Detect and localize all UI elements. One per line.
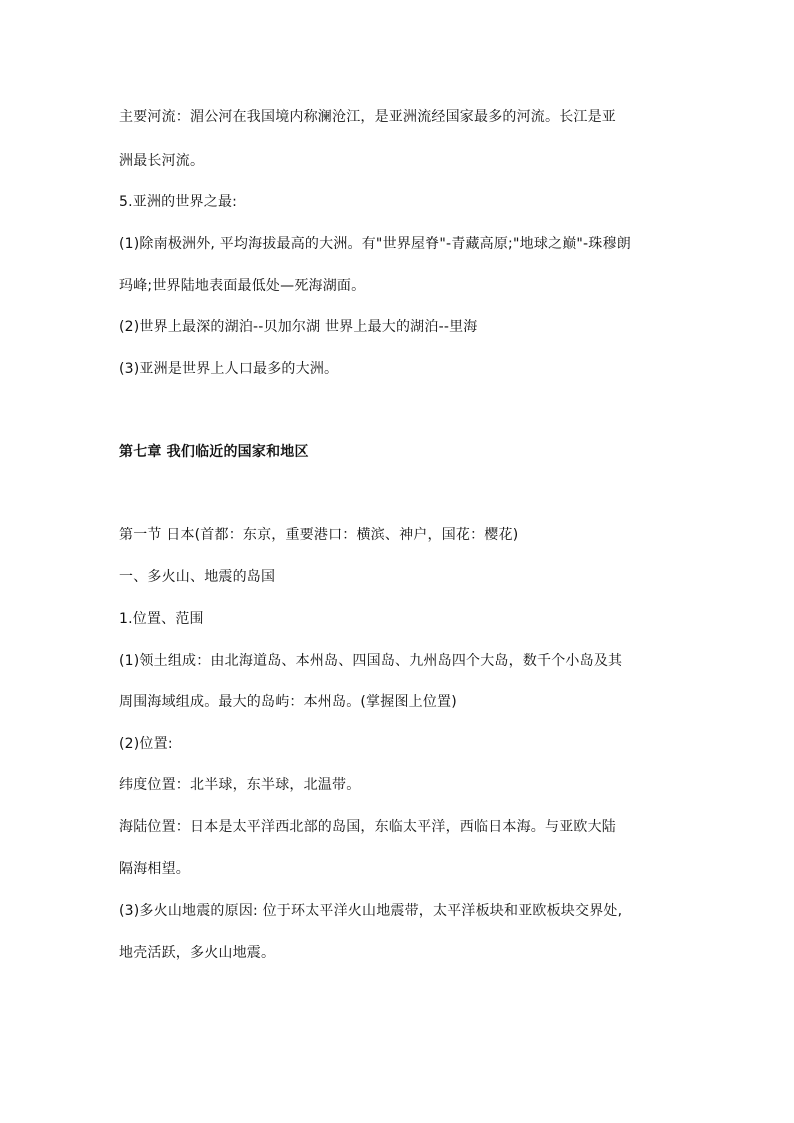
text-line: 一、多火山、地震的岛国 xyxy=(119,569,276,585)
text-line: 主要河流：湄公河在我国境内称澜沧江，是亚洲流经国家最多的河流。长江是亚 xyxy=(119,109,616,125)
text-line: 周围海域组成。最大的岛屿：本州岛。(掌握图上位置) xyxy=(119,694,457,710)
text-line: 洲最长河流。 xyxy=(119,153,205,169)
text-line: (1)领土组成：由北海道岛、本州岛、四国岛、九州岛四个大岛，数千个小岛及其 xyxy=(119,653,623,669)
text-line: (2)世界上最深的湖泊--贝加尔湖 世界上最大的湖泊--里海 xyxy=(119,319,478,335)
text-line: (1)除南极洲外, 平均海拔最高的大洲。有"世界屋脊"-青藏高原;"地球之巅"-珠穆朗 xyxy=(119,236,631,252)
text-line: (2)位置: xyxy=(119,736,173,752)
text-line: (3)多火山地震的原因: 位于环太平洋火山地震带，太平洋板块和亚欧板块交界处, xyxy=(119,903,623,919)
text-line: 玛峰;世界陆地表面最低处—死海湖面。 xyxy=(119,278,366,294)
chapter-heading: 第七章 我们临近的国家和地区 xyxy=(119,444,309,460)
text-line: 海陆位置：日本是太平洋西北部的岛国，东临太平洋，西临日本海。与亚欧大陆 xyxy=(119,819,616,835)
text-line: (3)亚洲是世界上人口最多的大洲。 xyxy=(119,361,339,377)
text-line: 5.亚洲的世界之最: xyxy=(119,194,238,210)
text-line: 地壳活跃，多火山地震。 xyxy=(119,945,276,961)
text-line: 隔海相望。 xyxy=(119,861,190,877)
text-line: 1.位置、范围 xyxy=(119,611,204,627)
text-line: 纬度位置：北半球，东半球，北温带。 xyxy=(119,777,361,793)
section-heading: 第一节 日本(首都：东京，重要港口：横滨、神户，国花：樱花) xyxy=(119,527,519,543)
